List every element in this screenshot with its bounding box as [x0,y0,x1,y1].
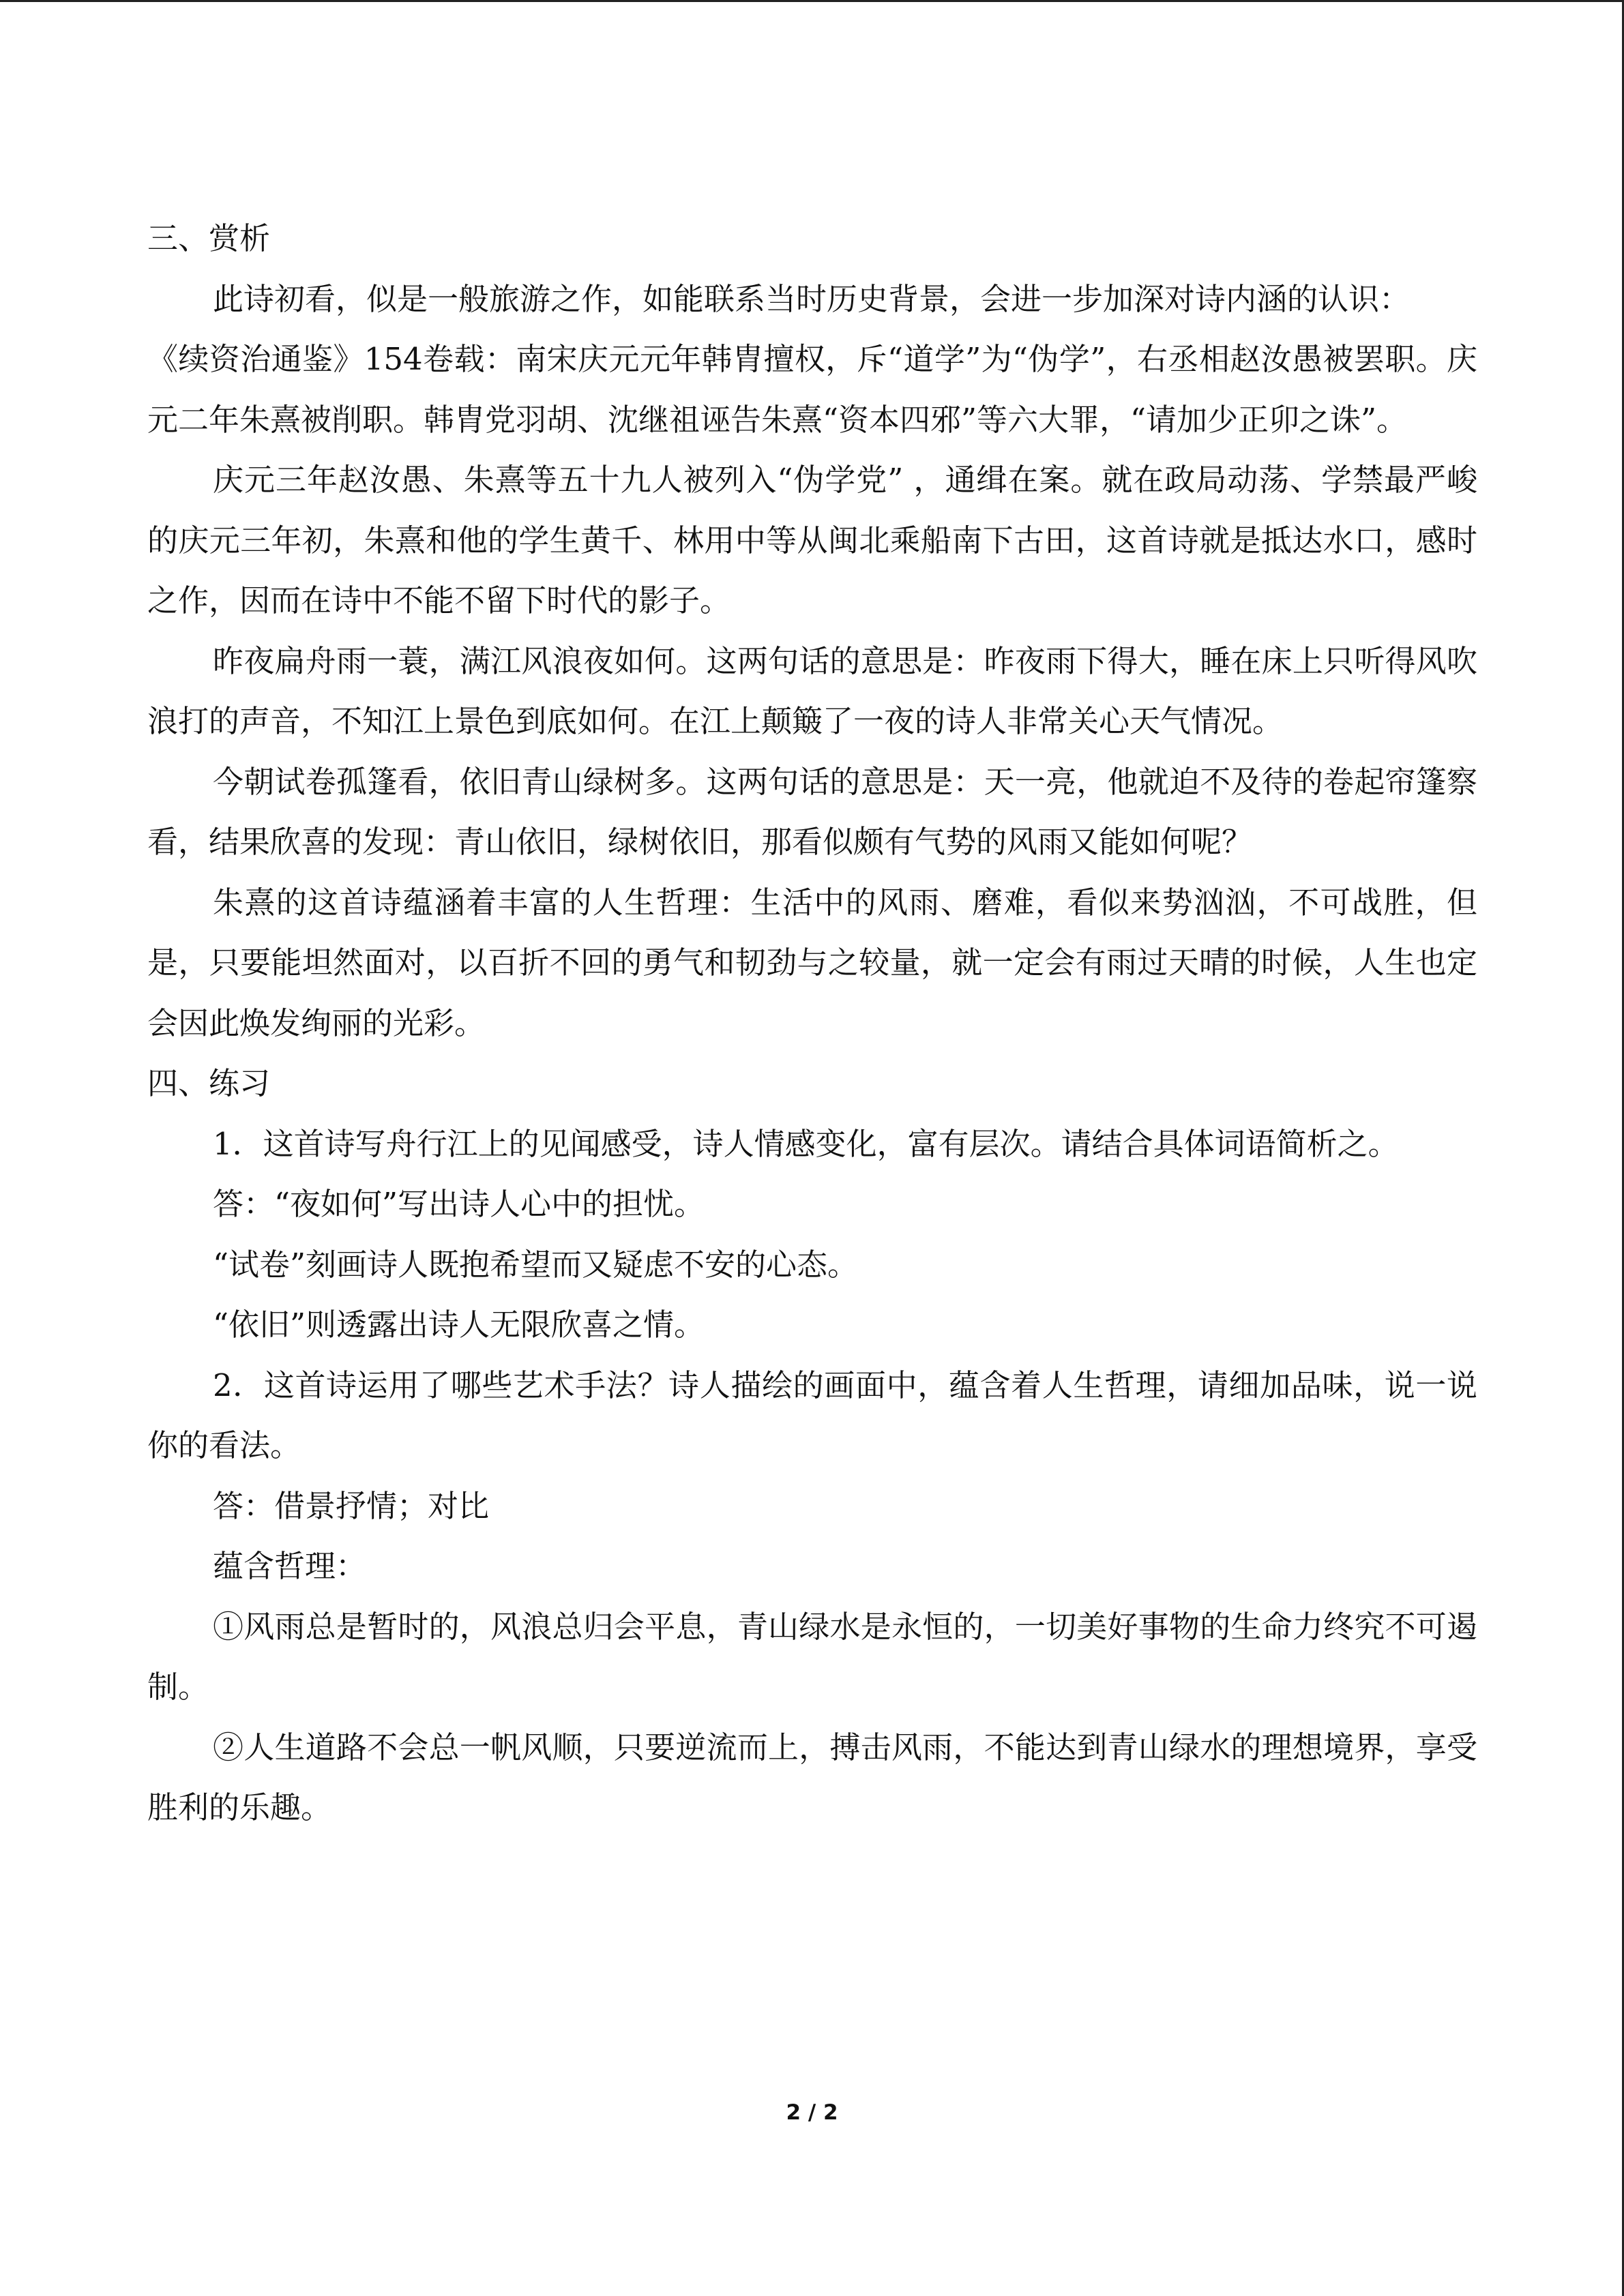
answer-2-line-1: 答：借景抒情；对比 [213,1487,490,1524]
page-number: 2 / 2 [786,2100,838,2125]
question-1: 1．这首诗写舟行江上的见闻感受，诗人情感变化，富有层次。请结合具体词语简析之。 [213,1125,1399,1162]
paragraph-lines-3-4: 今朝试卷孤篷看，依旧青山绿树多。这两句话的意思是：天一亮，他就迫不及待的卷起帘篷察看，结果欣喜的发现：青山依旧，绿树依旧，那看似颇有气势的风雨又能如何呢？ [147,763,1477,860]
paragraph-philosophy: 朱熹的这首诗蕴涵着丰富的人生哲理：生活中的风雨、磨难，看似来势汹汹，不可战胜，但是，只要能坦然面对，以百折不回的勇气和韧劲与之较量，就一定会有雨过天晴的时候，人生也定会因此焕发绚丽的光彩。 [147,884,1477,1041]
page-border-top [0,0,1624,2]
paragraph-intro: 此诗初看，似是一般旅游之作，如能联系当时历史背景，会进一步加深对诗内涵的认识： [213,280,1411,317]
answer-2-line-4: ②人生道路不会总一帆风顺，只要逆流而上，搏击风雨，不能达到青山绿水的理想境界，享受胜利的乐趣。 [147,1729,1477,1825]
answer-1-line-2: “试卷”刻画诗人既抱希望而又疑虑不安的心态。 [213,1246,859,1283]
answer-2-line-2: 蕴含哲理： [213,1548,367,1584]
answer-1-line-3: “依旧”则透露出诗人无限欣喜之情。 [213,1307,705,1343]
paragraph-context: 庆元三年赵汝愚、朱熹等五十九人被列入“伪学党” ，通缉在案。就在政局动荡、学禁最严峻的庆元三年初，朱熹和他的学生黄千、林用中等从闽北乘船南下古田，这首诗就是抵达水口，感时之作，因而在诗中不能不留下时代的影子。 [147,462,1477,618]
section-heading-exercises: 四、练习 [147,1065,271,1101]
paragraph-lines-1-2: 昨夜扁舟雨一蓑，满江风浪夜如何。这两句话的意思是：昨夜雨下得大，睡在床上只听得风吹浪打的声音，不知江上景色到底如何。在江上颠簸了一夜的诗人非常关心天气情况。 [147,642,1477,739]
paragraph-history: 《续资治通鉴》154卷载：南宋庆元元年韩胄擅权，斥“道学”为“伪学”，右丞相赵汝愚被罢职。庆元二年朱熹被削职。韩胄党羽胡、沈继祖诬告朱熹“资本四邪”等六大罪，“请加少正卯之诛”。 [147,341,1477,438]
document-body [147,209,1477,1838]
question-2: 2．这首诗运用了哪些艺术手法？诗人描绘的画面中，蕴含着人生哲理，请细加品味，说一说你的看法。 [147,1367,1477,1463]
section-heading-appreciation: 三、赏析 [147,220,271,256]
answer-2-line-3: ①风雨总是暂时的，风浪总归会平息，青山绿水是永恒的，一切美好事物的生命力终究不可遏制。 [147,1608,1477,1705]
answer-1-line-1: 答：“夜如何”写出诗人心中的担忧。 [213,1186,705,1222]
